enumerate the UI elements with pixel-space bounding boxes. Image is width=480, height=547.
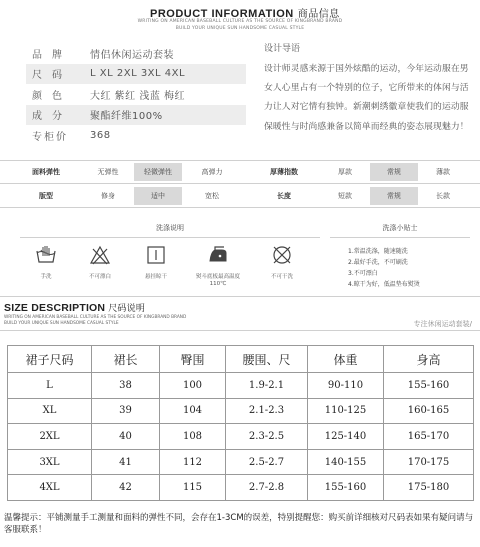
info-row-size [26, 64, 246, 85]
table-cell: L [8, 373, 92, 399]
wash-icon-label: 手洗 [40, 274, 52, 280]
table-cell: 100 [160, 373, 226, 399]
hand-wash-icon [35, 244, 57, 266]
product-info-header [0, 0, 480, 36]
table-cell: 110-125 [308, 398, 384, 424]
table-cell: 104 [160, 398, 226, 424]
column-header: 腰围、尺 [226, 346, 308, 373]
column-header: 臀围 [160, 346, 226, 373]
size-title-cn: 尺码说明 [108, 304, 146, 314]
table-cell: 2.3-2.5 [226, 424, 308, 450]
table-cell: 4XL [8, 475, 92, 501]
wash-tips-title: 洗涤小贴士 [330, 218, 470, 238]
attr-key-length: 长度 [277, 192, 291, 200]
info-row-color [26, 84, 246, 105]
divider [0, 296, 480, 297]
wash-tip: 3.不可漂白 [348, 270, 378, 277]
table-cell: 38 [92, 373, 160, 399]
table-cell: 165-170 [384, 424, 474, 450]
info-label: 颜色 [32, 90, 72, 102]
wash-tip: 1.常温洗涤，随速随洗 [348, 248, 408, 255]
table-cell: 140-155 [308, 449, 384, 475]
brand-slogan: 专注休闲运动套装/ [413, 320, 472, 328]
table-cell: 155-160 [308, 475, 384, 501]
divider [0, 207, 480, 208]
divider [0, 160, 480, 161]
wash-instructions-title: 洗涤说明 [20, 218, 320, 238]
table-cell: 2XL [8, 424, 92, 450]
table-cell: 175-180 [384, 475, 474, 501]
wash-icon-item [134, 244, 178, 281]
attr-key-elasticity: 面料弹性 [32, 168, 60, 176]
info-row-material [26, 105, 246, 126]
table-cell: 40 [92, 424, 160, 450]
table-cell: 2.1-2.3 [226, 398, 308, 424]
product-info-title-cn: 商品信息 [297, 9, 340, 20]
wash-icons [24, 238, 314, 294]
wash-tip: 2.最好手洗，不可刷洗 [348, 259, 408, 266]
sizing-note: 温馨提示：平铺测量手工测量和面料的弹性不同，会存在1-3CM的误差，特别提醒您：购买前详细核对尺码表如果有疑问请与客服联系！ [4, 513, 474, 535]
table-row [8, 449, 474, 475]
attr-key-fit: 版型 [39, 192, 53, 200]
divider [0, 183, 480, 184]
table-row [8, 373, 474, 399]
attribute-grid [0, 160, 480, 208]
attr-option: 厚款 [338, 168, 352, 176]
table-cell: 170-175 [384, 449, 474, 475]
table-cell: 39 [92, 398, 160, 424]
table-cell: XL [8, 398, 92, 424]
product-info-title [150, 5, 340, 20]
product-info-title-en: PRODUCT INFORMATION [150, 8, 294, 20]
wash-icon-item [24, 244, 68, 281]
table-cell: 108 [160, 424, 226, 450]
attr-option: 短款 [338, 192, 352, 200]
attr-key-thickness: 厚薄指数 [270, 168, 298, 176]
design-guide-body: 设计师灵感来源于国外炫酷的运动，今年运动服在男女人心里占有一个特别的位子，它所带来的体闲与活力让人对它情有独钟。新潮刺绣徽章使我们的运动服保暖性与时尚感兼备以简单而经典的姿态展现魅力！ [264, 64, 469, 132]
iron-icon [207, 244, 229, 266]
wash-icon-item [188, 244, 248, 288]
table-cell: 115 [160, 475, 226, 501]
info-value: 聚酯纤维100% [90, 111, 163, 123]
info-label: 尺码 [32, 70, 72, 82]
table-cell: 112 [160, 449, 226, 475]
attr-option-selected: 适中 [134, 187, 182, 205]
size-title-en: SIZE DESCRIPTION [4, 302, 106, 314]
table-cell: 3XL [8, 449, 92, 475]
table-cell: 125-140 [308, 424, 384, 450]
wash-icon-label: 不可漂白 [88, 274, 111, 280]
attr-option: 高弹力 [201, 168, 223, 176]
size-title [4, 301, 145, 314]
attr-option: 无弹性 [97, 168, 119, 176]
wash-icon-label: 悬挂晾干 [144, 274, 167, 280]
table-cell: 155-160 [384, 373, 474, 399]
table-cell: 1.9-2.1 [226, 373, 308, 399]
divider [0, 330, 480, 331]
attr-option-selected: 常规 [370, 187, 418, 205]
attr-option-selected: 轻微弹性 [134, 163, 182, 181]
table-cell: 41 [92, 449, 160, 475]
header-subtitle-2: BUILD YOUR UNIQUE SUN HANDSOME CASUAL STYLE [175, 26, 305, 31]
attr-option: 长款 [436, 192, 450, 200]
size-table-header-row [8, 346, 474, 373]
wash-tip: 4.晾干为好，低温垫布熨烫 [348, 281, 420, 288]
attr-option: 宽松 [205, 192, 219, 200]
info-value: 情侣休闲运动套装 [90, 49, 174, 61]
column-header: 身高 [384, 346, 474, 373]
info-label: 专柜价 [32, 131, 68, 143]
hang-dry-icon [145, 244, 167, 266]
wash-icon-label: 不可干洗 [270, 274, 293, 280]
table-cell: 90-110 [308, 373, 384, 399]
attr-option-selected: 常规 [370, 163, 418, 181]
column-header: 体重 [308, 346, 384, 373]
wash-header [0, 218, 480, 238]
size-description-header [0, 296, 480, 336]
no-bleach-icon [89, 244, 111, 266]
column-header: 裙长 [92, 346, 160, 373]
table-cell: 42 [92, 475, 160, 501]
size-subtitle-2: BUILD YOUR UNIQUE SUN HANDSOME CASUAL STYLE [4, 321, 119, 326]
info-row-brand [26, 43, 246, 64]
product-info-table [26, 43, 246, 146]
info-value: L XL 2XL 3XL 4XL [90, 68, 186, 80]
no-dry-clean-icon [271, 244, 293, 266]
wash-icon-label: 熨斗底板最高温度110℃ [195, 274, 240, 287]
info-label: 成分 [32, 111, 72, 123]
table-cell: 2.5-2.7 [226, 449, 308, 475]
table-cell: 160-165 [384, 398, 474, 424]
wash-icon-item [78, 244, 122, 281]
header-subtitle-1: WRITING ON AMERICAN BASEBALL CULTURE AS THE SOURCE OF KINGBRAND BRAND [137, 19, 343, 24]
design-guide-title: 设计导语 [264, 44, 301, 54]
wash-icon-item [260, 244, 304, 281]
info-row-price [26, 125, 246, 146]
info-value: 大红 紫红 浅蓝 梅红 [90, 90, 186, 102]
table-row [8, 398, 474, 424]
table-cell: 2.7-2.8 [226, 475, 308, 501]
wash-tips [348, 246, 468, 290]
table-row [8, 424, 474, 450]
info-label: 品牌 [32, 49, 72, 61]
size-table [7, 345, 474, 501]
attr-option: 修身 [101, 192, 115, 200]
table-row [8, 475, 474, 501]
column-header: 裙子尺码 [8, 346, 92, 373]
attr-option: 薄款 [436, 168, 450, 176]
info-value: 368 [90, 129, 111, 141]
size-subtitle-1: WRITING ON AMERICAN BASEBALL CULTURE AS THE SOURCE OF KINGBRAND BRAND [4, 315, 187, 320]
design-guide [264, 41, 476, 137]
